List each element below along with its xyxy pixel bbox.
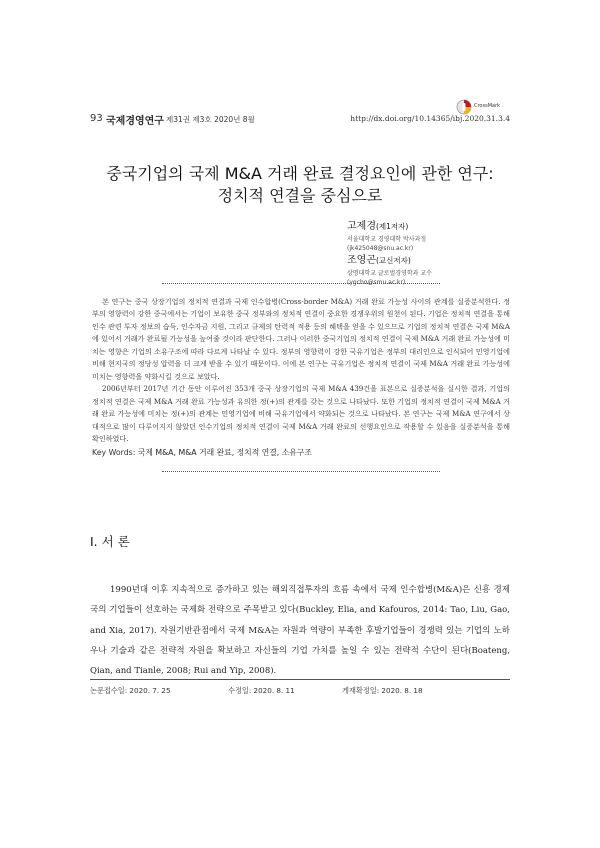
page-number: 93	[90, 113, 103, 124]
author-affiliation: 서울대학교 경영대학 박사과정	[347, 236, 427, 243]
paper-title-line1: 중국기업의 국제 M&A 거래 완료 결정요인에 관한 연구:	[106, 164, 494, 183]
author-name: 고제경	[347, 221, 376, 232]
received-date: 논문접수일: 2020. 7. 25	[90, 686, 171, 695]
keywords-values: 국제 M&A, M&A 거래 완료, 정치적 연결, 소유구조	[137, 448, 312, 457]
crossmark-label: CrossMark	[474, 103, 501, 109]
section-heading: Ⅰ. 서 론	[90, 534, 130, 549]
abstract-top-divider	[162, 283, 440, 284]
footer-rule	[90, 679, 510, 680]
abstract	[92, 296, 510, 445]
author-role: (제1저자)	[375, 222, 409, 231]
keywords	[92, 447, 312, 458]
abstract-paragraph-1: 본 연구는 중국 상장기업의 정치적 연결과 국제 인수합병(Cross-border M&A) 거래 완료 가능성 사이의 관계를 실증분석한다. 정부의 영향력이 강한 중국에서는 기업이 보유한 중국 정부와의 정치적 연결이 중요한 경쟁우위의 원천이 된다. 기업은 정치적 연결을 통해 인수 관련 투자 정보의 습득, 인수자금 지원, 그리고 규제의 탄력적 적용 등의 혜택을 얻을 수 있으므로 기업의 정치적 연결은 국제 M&A에 있어서 거래가 완료될 가능성을 높여줄 것이라 판단한다. 그러나 이러한 중국기업의 정치적 연결이 국제 M&A 거래 완료 가능성에 미치는 영향은 기업의 소유구조에 따라 다르게 나타날 수 있다. 정부의 영향력이 강한 국유기업은 정부의 대리인으로 인식되어 민영기업에 비해 현지국의 정당성 압력을 더 크게 받을 수 있기 때문이다. 이에 본 연구는 국유기업은 정치적 연결이 국제 M&A 거래 완료 가능성에 미치는 영향력을 약화시킬 것으로 보았다.	[92, 297, 510, 381]
author-role: (교신저자)	[375, 256, 411, 265]
doi-link[interactable]: http://dx.doi.org/10.14365/ibj.2020.31.3.4	[350, 114, 510, 123]
author-name: 조영곤	[347, 255, 376, 266]
abstract-bottom-divider	[162, 471, 440, 472]
author-block-2	[347, 248, 432, 286]
author-name-line	[347, 248, 432, 267]
intro-paragraph: 1990년대 이후 지속적으로 증가하고 있는 해외직접투자의 흐름 속에서 국제 인수합병(M&A)은 신흥 경제국의 기업들이 선호하는 국제화 전략으로 주목받고 있다(Buckley, Elia, and Kafouros, 2014: Tao, Liu, Gao, and Xia, 2017). 자원기반관점에서 국제 M&A는 자원과 역량이 부족한 후발기업들이 경쟁력 있는 기업의 노하우나 기술과 같은 전략적 자원을 확보하고 자신들의 기업 가치를 높일 수 있는 전략적 수단이 된다(Boateng, Qian, and Tianle, 2008; Rui and Yip, 2008).	[90, 585, 510, 677]
paper-title-line2: 정치적 연결을 중심으로	[217, 186, 383, 205]
keywords-label: Key Words:	[92, 448, 136, 457]
revised-date: 수정일: 2020. 8. 11	[228, 686, 295, 695]
author-email[interactable]: (ygcho@smu.ac.kr)	[347, 279, 406, 286]
author-email[interactable]: (jk425048@snu.ac.kr)	[347, 245, 414, 252]
journal-name: 국제경영연구	[106, 116, 164, 127]
author-affiliation: 상명대학교 글로벌경영학과 교수	[347, 270, 432, 277]
issue-info: 제31권 제3호 2020년 8월	[166, 115, 255, 124]
abstract-paragraph-2: 2006년부터 2017년 기간 동안 이루어진 353개 중국 상장기업의 국제 M&A 439건을 표본으로 실증분석을 실시한 결과, 기업의 정치적 연결은 국제 M&A 거래 완료 가능성과 유의한 정(+)의 관계를 갖는 것으로 나타났다. 또한 기업의 정치적 연결이 국제 M&A 거래 완료 가능성에 미치는 정(+)의 관계는 민영기업에 비해 국유기업에서 약화되는 것으로 나타났다. 본 연구는 국제 M&A 연구에서 상대적으로 많이 다루어지지 않았던 인수기업의 정치적 연결이 국제 M&A 거래 완료의 선행요인으로 작용할 수 있음을 실증분석을 통해 확인하였다.	[92, 384, 510, 443]
accepted-date: 게재확정일: 2020. 8. 18	[342, 686, 423, 695]
intro-body	[90, 580, 510, 681]
running-header	[90, 113, 510, 129]
author-name-line	[347, 214, 426, 233]
author-block-1	[347, 214, 426, 252]
